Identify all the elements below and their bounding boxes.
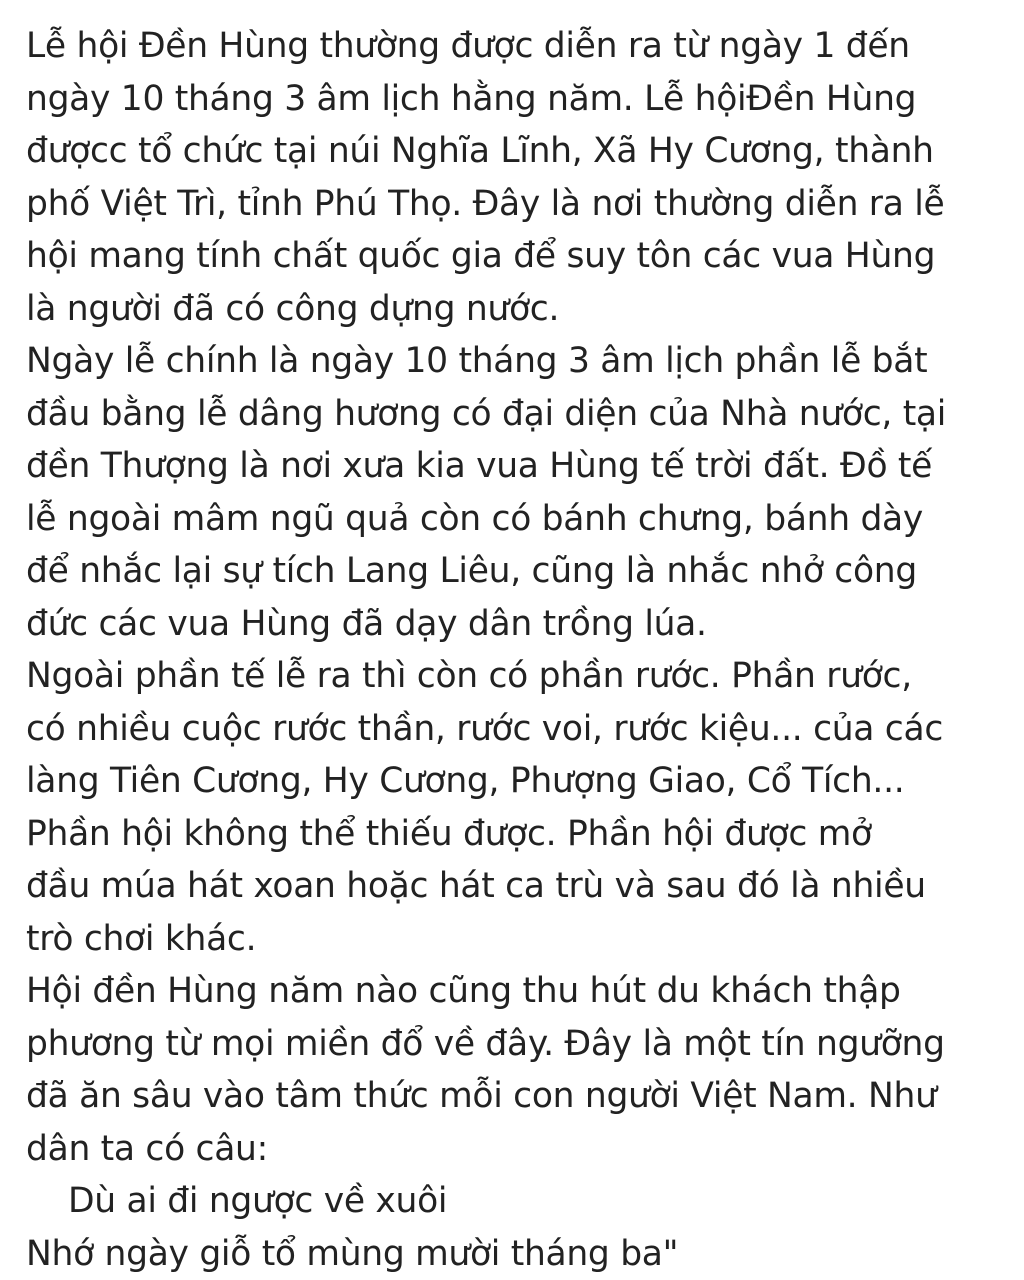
text-line: hội mang tính chất quốc gia để suy tôn các vua Hùng	[26, 236, 936, 276]
document-body	[26, 20, 1010, 1280]
text-line: Ngoài phần tế lễ ra thì còn có phần rước. Phần rước,	[26, 656, 912, 696]
text-line: Ngày lễ chính là ngày 10 tháng 3 âm lịch phần lễ bắt	[26, 341, 928, 381]
text-line: lễ ngoài mâm ngũ quả còn có bánh chưng, bánh dày	[26, 498, 924, 539]
text-line: đức các vua Hùng đã dạy dân trồng lúa.	[26, 603, 707, 644]
paragraph-1	[26, 20, 1010, 335]
text-line: trò chơi khác.	[26, 918, 257, 959]
text-line: đã ăn sâu vào tâm thức mỗi con người Việt Nam. Như	[26, 1076, 937, 1116]
text-line: Lễ hội Đền Hùng thường được diễn ra từ ngày 1 đến	[26, 26, 910, 66]
text-line: để nhắc lại sự tích Lang Liêu, cũng là nhắc nhở công	[26, 551, 917, 591]
text-line: phố Việt Trì, tỉnh Phú Thọ. Đây là nơi thường diễn ra lễ	[26, 183, 945, 224]
text-line: ngày 10 tháng 3 âm lịch hằng năm. Lễ hộiĐền Hùng	[26, 78, 917, 119]
text-line: làng Tiên Cương, Hy Cương, Phượng Giao, Cổ Tích...	[26, 761, 905, 801]
text-line: đượcc tổ chức tại núi Nghĩa Lĩnh, Xã Hy Cương, thành	[26, 131, 934, 171]
text-line: phương từ mọi miền đổ về đây. Đây là một tín ngưỡng	[26, 1023, 945, 1064]
poem-line: Nhớ ngày giỗ tổ mùng mười tháng ba"	[26, 1233, 679, 1274]
text-line: Phần hội không thể thiếu được. Phần hội được mở	[26, 813, 872, 854]
text-line: là người đã có công dựng nước.	[26, 288, 560, 329]
paragraph-2	[26, 335, 1010, 650]
paragraph-4	[26, 965, 1010, 1175]
paragraph-3	[26, 650, 1010, 965]
text-line: Hội đền Hùng năm nào cũng thu hút du khách thập	[26, 971, 901, 1011]
text-line: dân ta có câu:	[26, 1128, 268, 1169]
poem-line: Dù ai đi ngược về xuôi	[68, 1181, 448, 1221]
poem-quote	[26, 1175, 1010, 1280]
text-line: đền Thượng là nơi xưa kia vua Hùng tế trời đất. Đồ tế	[26, 446, 933, 486]
text-line: đầu bằng lễ dâng hương có đại diện của Nhà nước, tại	[26, 393, 947, 434]
text-line: có nhiều cuộc rước thần, rước voi, rước kiệu... của các	[26, 708, 943, 749]
text-line: đầu múa hát xoan hoặc hát ca trù và sau đó là nhiều	[26, 866, 926, 906]
